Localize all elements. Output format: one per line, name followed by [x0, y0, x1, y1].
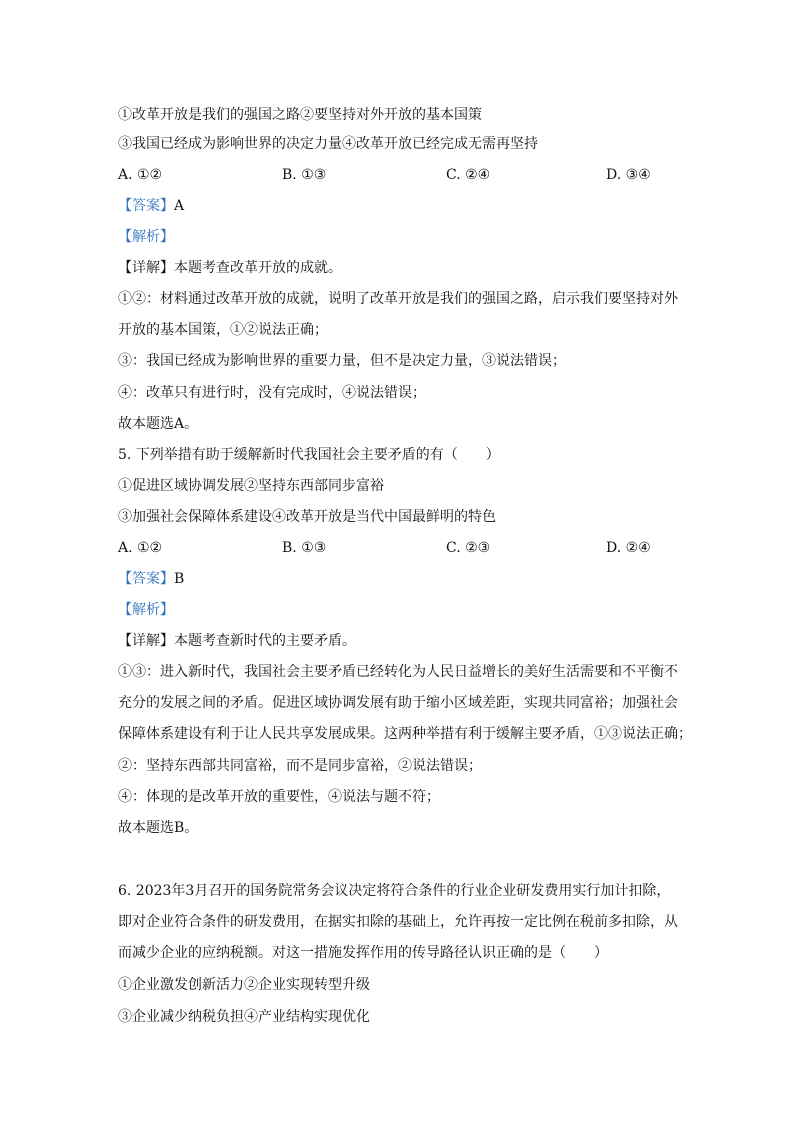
q5-analysis-line-1: ①③：进入新时代，我国社会主要矛盾已经转化为人民日益增长的美好生活需要和不平衡不: [118, 664, 678, 680]
q5-detail: [118, 632, 356, 650]
q4-detail: [118, 259, 342, 277]
q4-conclusion: 故本题选A。: [118, 416, 199, 432]
q6-question-line-2: 即对企业符合条件的研发费用，在据实扣除的基础上，允许再按一定比例在税前多扣除，从: [118, 914, 678, 930]
q4-analysis-line-2: 开放的基本国策，①②说法正确；: [118, 322, 328, 338]
q5-options: [118, 539, 678, 557]
q5-option-b: B. ①③: [282, 540, 327, 556]
q4-answer: [118, 197, 184, 215]
q5-answer-tag: 【答案】: [118, 571, 174, 587]
q4-option-a: A. ①②: [118, 167, 163, 183]
q4-analysis-line-1: ①②：材料通过改革开放的成就，说明了改革开放是我们的强国之路，启示我们要坚持对外: [118, 291, 678, 307]
q4-answer-tag: 【答案】: [118, 198, 174, 214]
q5-statement-line-1: ①促进区域协调发展②坚持东西部同步富裕: [118, 478, 384, 494]
q6-statement-line-2: ③企业减少纳税负担④产业结构实现优化: [118, 1009, 370, 1025]
q4-analysis-heading: [118, 228, 174, 246]
q6-question-line-3: 而减少企业的应纳税额。对这一措施发挥作用的传导路径认识正确的是（ ）: [118, 945, 608, 961]
q5-analysis-line-4: ②：坚持东西部共同富裕，而不是同步富裕，②说法错误；: [118, 758, 482, 774]
q4-statement-line-2: ③我国已经成为影响世界的决定力量④改革开放已经完成无需再坚持: [118, 136, 538, 152]
q5-analysis-line-2: 充分的发展之间的矛盾。促进区域协调发展有助于缩小区域差距，实现共同富裕；加强社会: [118, 695, 678, 711]
q4-analysis-tag: 【解析】: [118, 229, 174, 245]
q4-option-c: C. ②④: [446, 167, 491, 183]
q5-option-a: A. ①②: [118, 540, 163, 556]
q5-analysis-heading: [118, 601, 174, 619]
q5-analysis-line-5: ④：体现的是改革开放的重要性，④说法与题不符；: [118, 789, 440, 805]
q4-analysis-line-4: ④：改革只有进行时，没有完成时，④说法错误；: [118, 385, 426, 401]
q4-detail-tag: 【详解】: [118, 260, 174, 276]
q5-answer: [118, 570, 184, 588]
q5-detail-text: 本题考查新时代的主要矛盾。: [174, 633, 356, 649]
q5-option-c: C. ②③: [446, 540, 491, 556]
q5-question: 5. 下列举措有助于缓解新时代我国社会主要矛盾的有（ ）: [118, 447, 500, 463]
q5-statement-line-2: ③加强社会保障体系建设④改革开放是当代中国最鲜明的特色: [118, 509, 496, 525]
q5-analysis-line-3: 保障体系建设有利于让人民共享发展成果。这两种举措有利于缓解主要矛盾，①③说法正确；: [118, 726, 692, 742]
q5-answer-value: B: [174, 571, 185, 587]
q4-option-d: D. ③④: [606, 167, 651, 183]
q4-statement-line-1: ①改革开放是我们的强国之路②要坚持对外开放的基本国策: [118, 107, 482, 123]
q6-question-line-1: 6. 2023年3月召开的国务院常务会议决定将符合条件的行业企业研发费用实行加计扣除，: [118, 883, 671, 899]
q4-detail-text: 本题考查改革开放的成就。: [174, 260, 342, 276]
q4-options: [118, 166, 678, 184]
q5-analysis-tag: 【解析】: [118, 602, 174, 618]
q5-detail-tag: 【详解】: [118, 633, 174, 649]
q4-option-b: B. ①③: [282, 167, 327, 183]
q6-statement-line-1: ①企业激发创新活力②企业实现转型升级: [118, 977, 370, 993]
q4-answer-value: A: [174, 198, 185, 214]
q5-option-d: D. ②④: [606, 540, 651, 556]
q4-analysis-line-3: ③：我国已经成为影响世界的重要力量，但不是决定力量，③说法错误；: [118, 353, 566, 369]
q5-conclusion: 故本题选B。: [118, 820, 199, 836]
